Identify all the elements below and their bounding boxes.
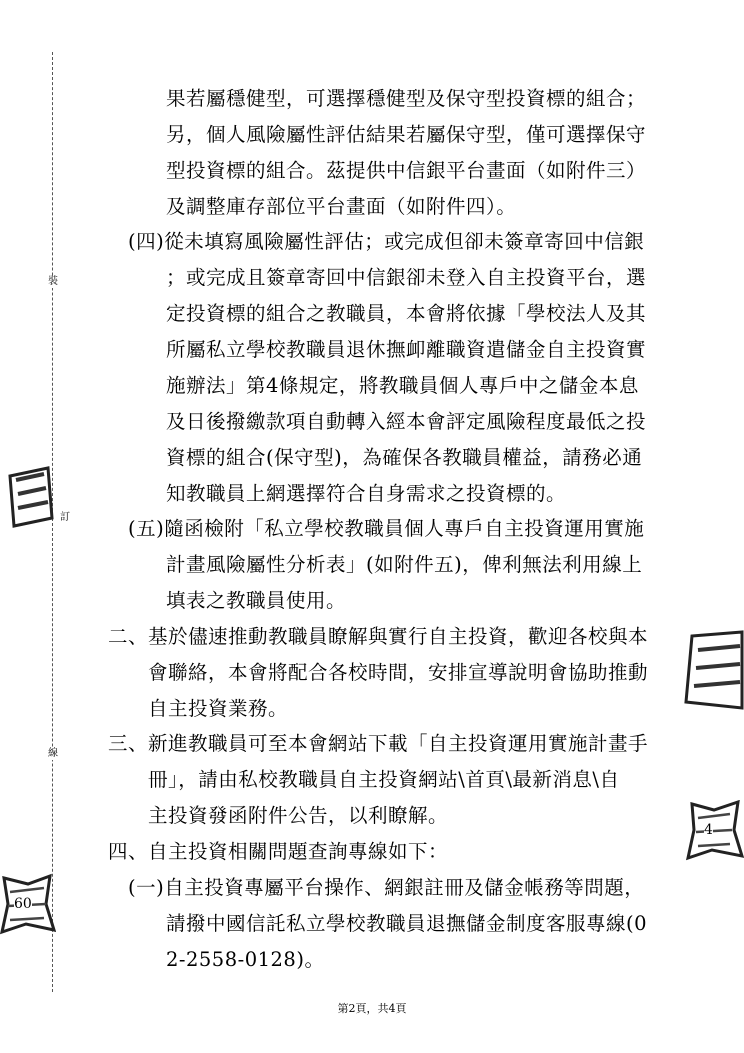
body-line: 會聯絡，本會將配合各校時間，安排宣導說明會協助推動 — [148, 661, 649, 684]
body-line: 資標的組合(保守型)，為確保各教職員權益，請務必通 — [166, 446, 643, 469]
binding-mark-ding: 訂 — [60, 512, 70, 523]
body-line: 另，個人風險屬性評估結果若屬保守型，僅可選擇保守 — [166, 123, 647, 146]
body-line: 四、自主投資相關問題查詢專線如下： — [108, 840, 449, 863]
body-line: 三、新進教職員可至本會網站下載「自主投資運用實施計畫手 — [108, 732, 649, 755]
seal-stamp-right — [682, 630, 744, 710]
page-mark-right: 4 — [704, 822, 713, 838]
page-footer: 第2頁，共4頁 — [337, 1002, 407, 1015]
seal-stamp-left — [8, 466, 54, 528]
body-line: 知教職員上網選擇符合自身需求之投資標的。 — [166, 482, 567, 505]
body-line: (四)從未填寫風險屬性評估；或完成但卻未簽章寄回中信銀 — [128, 230, 645, 253]
body-line: 所屬私立學校教職員退休撫卹離職資遣儲金自主投資實 — [166, 338, 647, 361]
body-line: 2-2558-0128)。 — [166, 948, 325, 971]
body-line: 型投資標的組合。茲提供中信銀平台畫面（如附件三） — [166, 159, 647, 182]
body-line: 定投資標的組合之教職員，本會將依據「學校法人及其 — [166, 302, 647, 325]
body-line: (一)自主投資專屬平台操作、網銀註冊及儲金帳務等問題， — [128, 876, 645, 899]
page-mark-left: 60 — [14, 896, 32, 912]
body-line: 果若屬穩健型，可選擇穩健型及保守型投資標的組合； — [166, 87, 647, 110]
body-line: 請撥中國信託私立學校教職員退撫儲金制度客服專線(0 — [166, 912, 648, 935]
body-line: 二、基於儘速推動教職員瞭解與實行自主投資，歡迎各校與本 — [108, 625, 649, 648]
body-line: 及調整庫存部位平台畫面（如附件四）。 — [166, 195, 517, 218]
binding-mark-xian: 線 — [48, 748, 58, 759]
body-line: 主投資發函附件公告，以利瞭解。 — [148, 804, 449, 827]
body-line: 及日後撥繳款項自動轉入經本會評定風險程度最低之投 — [166, 410, 647, 433]
page-mark-right-blot — [684, 800, 744, 862]
body-line: 自主投資業務。 — [148, 697, 289, 720]
body-line: 填表之教職員使用。 — [166, 589, 347, 612]
body-line: 計畫風險屬性分析表」(如附件五)，俾利無法利用線上 — [166, 553, 643, 576]
body-line: 施辦法」第4條規定，將教職員個人專戶中之儲金本息 — [166, 374, 639, 397]
body-line: ；或完成且簽章寄回中信銀卻未登入自主投資平台，選 — [166, 266, 647, 289]
body-line: (五)隨函檢附「私立學校教職員個人專戶自主投資運用實施 — [128, 517, 645, 540]
body-line: 冊」，請由私校教職員自主投資網站\首頁\最新消息\自 — [148, 768, 620, 791]
binding-mark-zhuang: 裝 — [48, 276, 58, 287]
